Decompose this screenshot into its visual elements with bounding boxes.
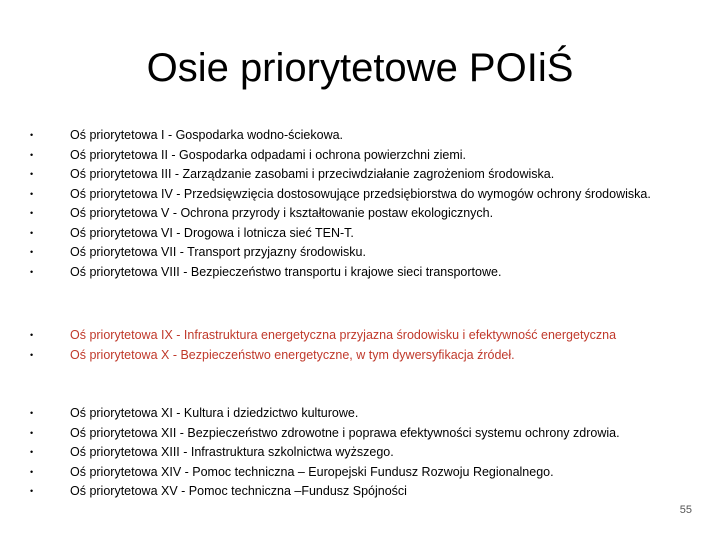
bullet-icon: • — [30, 408, 34, 418]
list-item-text: Oś priorytetowa IV - Przedsięwzięcia dostosowujące przedsiębiorstwa do wymogów ochrony środowiska. — [70, 186, 651, 201]
bullet-icon: • — [30, 466, 34, 477]
list-item-text: Oś priorytetowa V - Ochrona przyrody i kształtowanie postaw ekologicznych. — [70, 206, 494, 220]
list-item-text: Oś priorytetowa VI - Drogowa i lotnicza sieć TEN-T. — [70, 225, 354, 240]
bullet-icon: • — [30, 427, 34, 438]
list-item — [30, 346, 660, 366]
bullet-icon: • — [30, 227, 34, 238]
bullet-icon: • — [30, 169, 34, 179]
list-item — [30, 146, 660, 166]
list-item — [30, 404, 660, 424]
list-item-text: Oś priorytetowa XIII - Infrastruktura szkolnictwa wyższego. — [70, 445, 394, 459]
bullet-icon: • — [30, 130, 34, 140]
list-item — [30, 204, 660, 224]
list-item-text: Oś priorytetowa XI - Kultura i dziedzictwo kulturowe. — [70, 406, 359, 420]
bullet-icon: • — [30, 208, 34, 218]
list-item-text: Oś priorytetowa XII - Bezpieczeństwo zdrowotne i poprawa efektywności systemu ochrony zdrowia. — [70, 425, 620, 440]
bullet-icon: • — [30, 447, 34, 457]
list-item — [30, 482, 660, 502]
list-item — [30, 185, 660, 205]
bullet-icon: • — [30, 188, 34, 199]
list-item-text: Oś priorytetowa IX - Infrastruktura energetyczna przyjazna środowisku i efektywność energetyczna — [70, 328, 617, 342]
list-item — [30, 443, 660, 463]
bullet-group-culture-health — [30, 404, 660, 502]
list-item-text: Oś priorytetowa VIII - Bezpieczeństwo transportu i krajowe sieci transportowe. — [70, 264, 502, 279]
bullet-group-environment-transport — [30, 126, 660, 282]
bullet-group-energy — [30, 326, 660, 365]
list-item-text: Oś priorytetowa III - Zarządzanie zasobami i przeciwdziałanie zagrożeniom środowiska. — [70, 167, 555, 181]
list-item — [30, 224, 660, 244]
list-item-text: Oś priorytetowa II - Gospodarka odpadami i ochrona powierzchni ziemi. — [70, 147, 467, 162]
bullet-icon: • — [30, 349, 34, 360]
list-item-text: Oś priorytetowa I - Gospodarka wodno-ściekowa. — [70, 128, 344, 142]
list-item-text: Oś priorytetowa XV - Pomoc techniczna –Fundusz Spójności — [70, 484, 407, 498]
list-item — [30, 243, 660, 263]
list-item — [30, 165, 660, 185]
list-item-text: Oś priorytetowa VII - Transport przyjazny środowisku. — [70, 245, 366, 259]
list-item-text: Oś priorytetowa XIV - Pomoc techniczna – Europejski Fundusz Rozwoju Regionalnego. — [70, 464, 554, 479]
list-item — [30, 263, 660, 283]
bullet-icon: • — [30, 247, 34, 257]
slide-title: Osie priorytetowe POIiŚ — [146, 46, 574, 90]
bullet-icon: • — [30, 149, 34, 160]
list-item — [30, 463, 660, 483]
page-number: 55 — [679, 504, 692, 516]
bullet-icon: • — [30, 330, 34, 340]
bullet-icon: • — [30, 486, 34, 496]
list-item-text: Oś priorytetowa X - Bezpieczeństwo energetyczne, w tym dywersyfikacja źródeł. — [70, 347, 515, 362]
list-item — [30, 126, 660, 146]
list-item — [30, 326, 660, 346]
bullet-icon: • — [30, 266, 34, 277]
list-item — [30, 424, 660, 444]
